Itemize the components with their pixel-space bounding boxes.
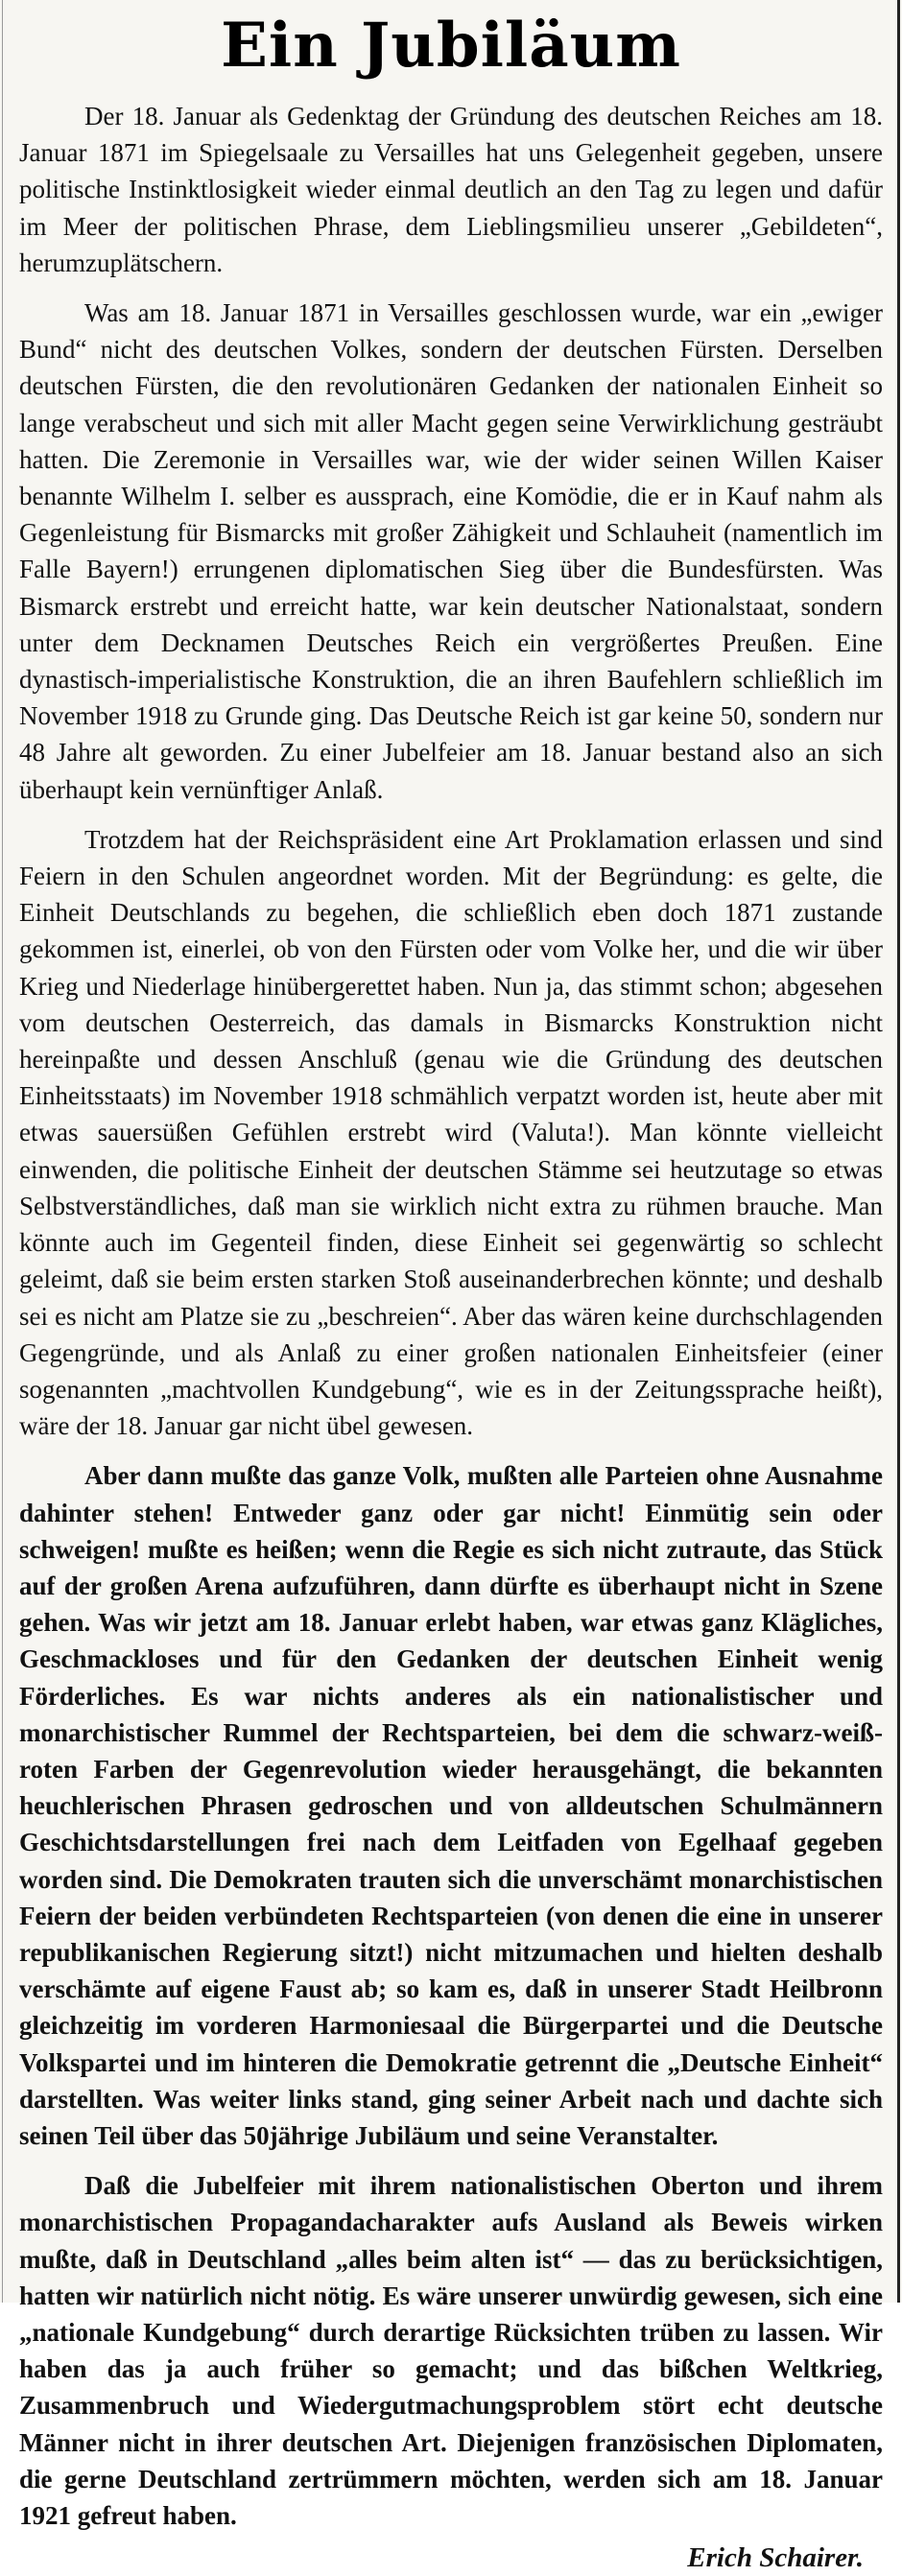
article-body xyxy=(19,98,883,2534)
paragraph-3: Trotzdem hat der Reichspräsident eine Art Proklamation erlassen und sind Feiern in den Schulen angeordnet worden. Mit der Begründung: es gelte, die Einheit Deutschlands zu begehen, die schließlich eben doch 1871 zustande gekommen ist, einerlei, ob von den Fürsten oder vom Volke her, und die wir über Krieg und Niederlage hinübergerettet haben. Nun ja, das stimmt schon; abgesehen vom deutschen Oesterreich, das damals in Bismarcks Konstruktion nicht hereinpaßte und dessen Anschluß (genau wie die Gründung des deutschen Einheitsstaats) im November 1918 schmählich verpatzt worden ist, heute aber mit etwas sauersüßen Gefühlen erstrebt wird (Valuta!). Man könnte vielleicht einwenden, die politische Einheit der deutschen Stämme sei heutzutage so etwas Selbstverständliches, daß man sie wirklich nicht extra zu rühmen brauche. Man könnte auch im Gegenteil finden, diese Einheit sei gegenwärtig so schlecht geleimt, daß sie beim ersten starken Stoß auseinanderbrechen könnte; und deshalb sei es nicht am Platze sie zu „beschreien“. Aber das wären keine durchschlagenden Gegengründe, und als Anlaß zu einer großen nationalen Einheitsfeier (einer sogenannten „machtvollen Kundgebung“, wie es in der Zeitungssprache heißt), wäre der 18. Januar gar nicht übel gewesen. xyxy=(19,824,883,1441)
left-margin-line xyxy=(2,0,3,2303)
paragraph-4: Aber dann mußte das ganze Volk, mußten alle Parteien ohne Ausnahme dahinter stehen! Entweder ganz oder gar nicht! Einmütig sein oder schweigen! mußte es heißen; wenn die Regie es sich nicht zutraute, das Stück auf der großen Arena aufzuführen, dann dürfte es überhaupt nicht in Szene gehen. Was wir jetzt am 18. Januar erlebt haben, war etwas ganz Klägliches, Geschmackloses und für den Gedanken der deutschen Einheit wenig Förderliches. Es war nichts anderes als ein nationalistischer und monarchistischer Rummel der Rechtsparteien, bei dem die schwarz-weiß-roten Farben der Gegenrevolution wieder herausgehängt, die bekannten heuchlerischen Phrasen gedroschen und von alldeutschen Schulmännern Geschichtsdarstellungen frei nach dem Leitfaden von Egelhaaf gegeben worden sind. Die Demokraten trauten sich die unverschämt monarchistischen Feiern der beiden verbündeten Rechtsparteien (von denen die eine in unserer republikanischen Regierung sitzt!) nicht mitzumachen und hielten deshalb verschämte auf eigene Faust ab; so kam es, daß in unserer Stadt Heilbronn gleichzeitig im vorderen Harmoniesaal die Bürgerpartei und die Deutsche Volkspartei und im hinteren die Demokratie getrennt die „Deutsche Einheit“ darstellten. Was weiter links stand, ging seiner Arbeit nach und dachte sich seinen Teil über das 50jährige Jubiläum und seine Veranstalter. xyxy=(19,1461,883,2150)
paragraph-2: Was am 18. Januar 1871 in Versailles geschlossen wurde, war ein „ewiger Bund“ nicht des deutschen Volkes, sondern der deutschen Fürsten. Derselben deutschen Fürsten, die den revolutionären Gedanken der nationalen Einheit so lange verabscheut und sich mit aller Macht gegen seine Verwirklichung gesträubt hatten. Die Zeremonie in Versailles war, wie der wider seinen Willen Kaiser benannte Wilhelm I. selber es aussprach, eine Komödie, die er in Kauf nahm als Gegenleistung für Bismarcks mit großer Zähigkeit und Schlauheit (namentlich im Falle Bayern!) errungenen diplomatischen Sieg über die Bundesfürsten. Was Bismarck erstrebt und erreicht hatte, war kein deutscher Nationalstaat, sondern unter dem Decknamen Deutsches Reich ein vergrößertes Preußen. Eine dynastisch-imperialistische Konstruktion, die an ihren Baufehlern schließlich im November 1918 zu Grunde ging. Das Deutsche Reich ist gar keine 50, sondern nur 48 Jahre alt geworden. Zu einer Jubelfeier am 18. Januar bestand also an sich überhaupt kein vernünftiger Anlaß. xyxy=(19,298,883,804)
author-signature: Erich Schairer. xyxy=(687,2542,864,2574)
paragraph-5: Daß die Jubelfeier mit ihrem nationalistischen Oberton und ihrem monarchistischen Propagandacharakter aufs Ausland als Beweis wirken mußte, daß in Deutschland „alles beim alten ist“ — das zu berücksichtigen, hatten wir natürlich nicht nötig. Es wäre unserer unwürdig gewesen, sich eine „nationale Kundgebung“ durch derartige Rücksichten trüben zu lassen. Wir haben das ja auch früher so gemacht; und das bißchen Weltkrieg, Zusammenbruch und Wiedergutmachungsproblem stört echt deutsche Männer nicht in ihrer deutschen Art. Diejenigen französischen Diplomaten, die gerne Deutschland zertrümmern möchten, werden sich am 18. Januar 1921 gefreut haben. xyxy=(19,2171,883,2530)
paragraph-1: Der 18. Januar als Gedenktag der Gründung des deutschen Reiches am 18. Januar 1871 im Spiegelsaale zu Versailles hat uns Gelegenheit gegeben, unsere politische Instinktlosigkeit wieder einmal deutlich an den Tag zu legen und dafür im Meer der politischen Phrase, dem Lieblingsmilieu unserer „Gebildeten“, herumzuplätschern. xyxy=(19,102,883,277)
right-column-rule xyxy=(897,0,900,2303)
article-title: Ein Jubiläum xyxy=(221,10,681,82)
